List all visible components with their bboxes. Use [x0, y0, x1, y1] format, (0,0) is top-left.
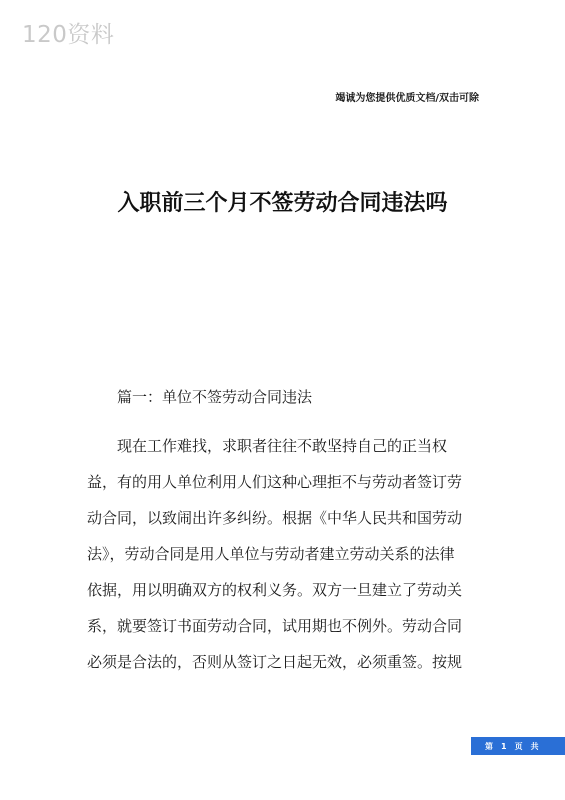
body-line: 现在工作难找，求职者往往不敢坚持自己的正当权 [117, 437, 448, 455]
body-line: 系，就要签订书面劳动合同，试用期也不例外。劳动合同 [87, 617, 463, 635]
body-line: 依据，用以明确双方的权利义务。双方一旦建立了劳动关 [87, 581, 463, 599]
total-word: 共 [530, 741, 539, 751]
body-line: 动合同，以致闹出许多纠纷。根据《中华人民共和国劳动 [87, 509, 463, 527]
section-heading: 篇一：单位不签劳动合同违法 [117, 388, 313, 406]
page-number: 1 [501, 741, 507, 751]
body-paragraph [87, 428, 479, 680]
body-line: 必须是合法的，否则从签订之日起无效，必须重签。按规 [87, 653, 463, 671]
header-note: 竭诚为您提供优质文档/双击可除 [335, 93, 479, 104]
body-line: 益，有的用人单位利用人们这种心理拒不与劳动者签订劳 [87, 473, 463, 491]
page-word: 页 [514, 741, 523, 751]
watermark-logo: 120资料 [22, 22, 115, 48]
body-line: 法》，劳动合同是用人单位与劳动者建立劳动关系的法律 [87, 545, 455, 563]
document-title: 入职前三个月不签劳动合同违法吗 [117, 191, 448, 216]
page-prefix: 第 [485, 741, 493, 751]
page-number-footer [471, 737, 565, 755]
